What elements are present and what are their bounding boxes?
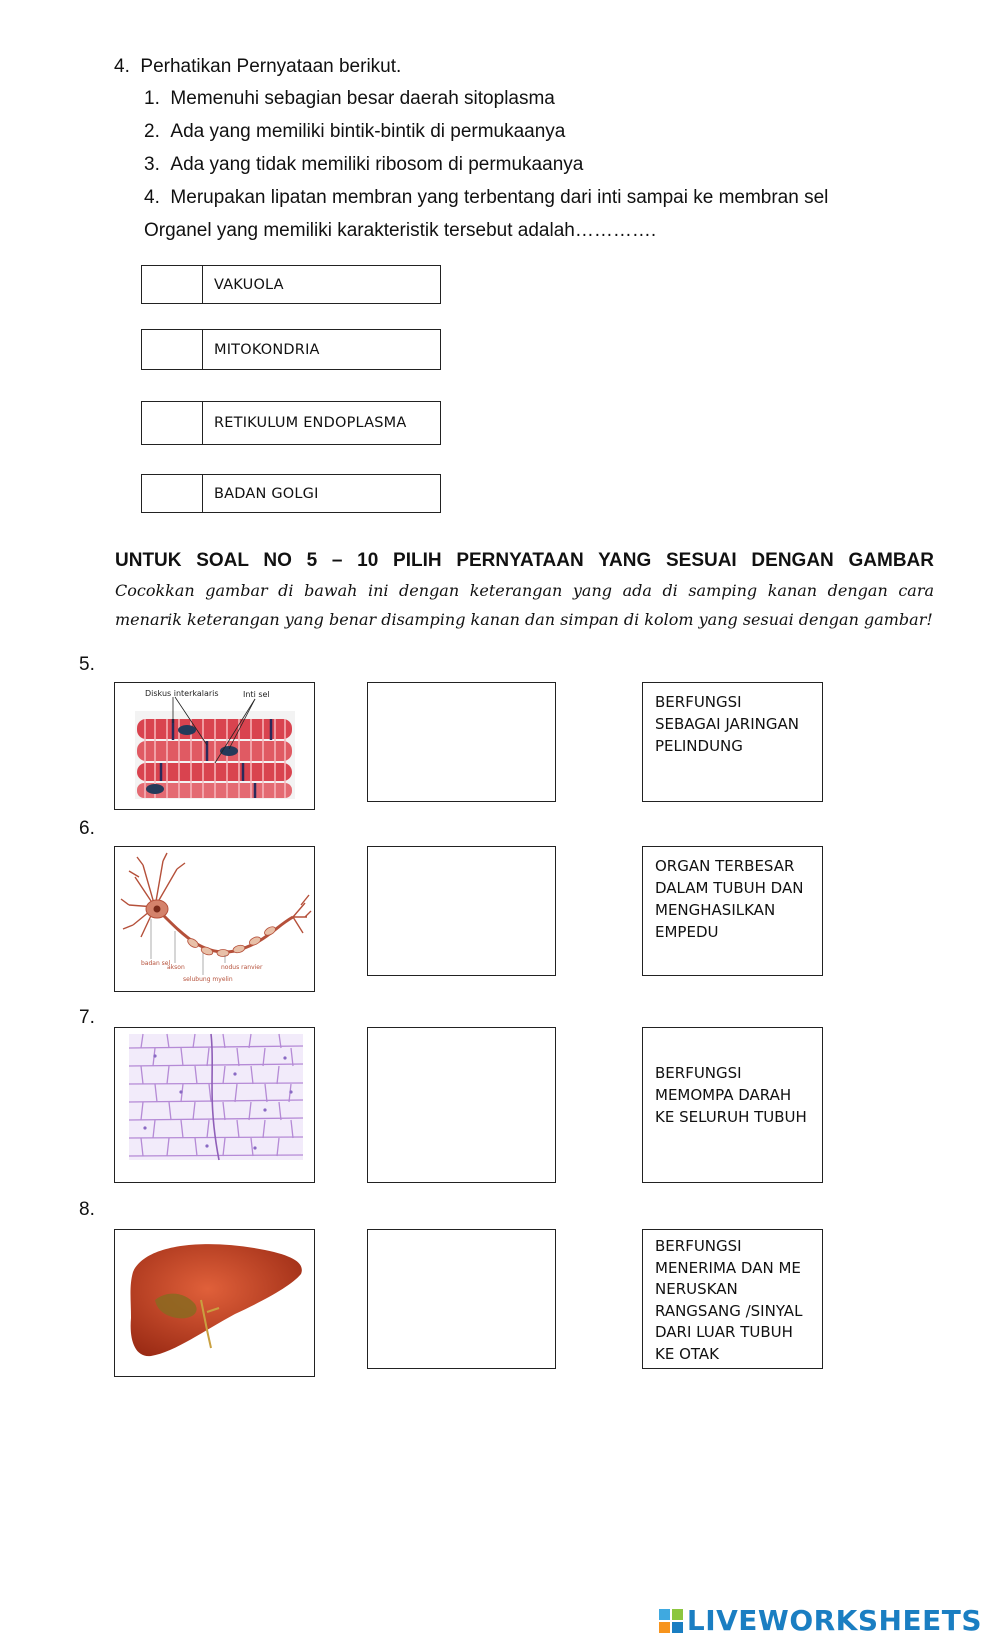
statement-card[interactable]: BERFUNGSI SEBAGAI JARINGAN PELINDUNG: [642, 682, 823, 802]
statement-card[interactable]: ORGAN TERBESAR DALAM TUBUH DAN MENGHASILKAN EMPEDU: [642, 846, 823, 976]
option-checkbox[interactable]: [142, 475, 203, 512]
option-label: RETIKULUM ENDOPLASMA: [214, 415, 407, 431]
answer-drop-zone[interactable]: [367, 1229, 556, 1369]
option-label: VAKUOLA: [214, 276, 284, 293]
liveworksheets-logo: [659, 1604, 982, 1637]
option-label: MITOKONDRIA: [214, 341, 320, 358]
statement-2: 2. Ada yang memiliki bintik-bintik di permukaanya: [144, 121, 566, 142]
plant-tissue-image: [114, 1027, 315, 1183]
item-number: 7.: [79, 1007, 95, 1028]
statement-4: 4. Merupakan lipatan membran yang terbentang dari inti sampai ke membran sel: [144, 187, 829, 208]
neuron-illustration: [115, 847, 313, 990]
question-4-question: Organel yang memiliki karakteristik tersebut adalah………….: [144, 220, 657, 241]
item-number: 5.: [79, 654, 95, 675]
option-checkbox[interactable]: [142, 266, 203, 303]
option-vakuola[interactable]: [141, 265, 441, 304]
section-title: UNTUK SOAL NO 5 – 10 PILIH PERNYATAAN YANG SESUAI DENGAN GAMBAR: [115, 550, 934, 571]
option-checkbox[interactable]: [142, 330, 203, 369]
option-badan-golgi[interactable]: [141, 474, 441, 513]
label-badan-sel: badan sel: [141, 960, 171, 967]
statement-3: 3. Ada yang tidak memiliki ribosom di permukaanya: [144, 154, 584, 175]
item-number: 6.: [79, 818, 95, 839]
plant-tissue-illustration: [115, 1028, 313, 1181]
answer-drop-zone[interactable]: [367, 846, 556, 976]
statement-card[interactable]: BERFUNGSI MENERIMA DAN ME NERUSKAN RANGSANG /SINYAL DARI LUAR TUBUH KE OTAK: [642, 1229, 823, 1369]
answer-drop-zone[interactable]: [367, 1027, 556, 1183]
liver-illustration: [115, 1230, 313, 1375]
label-inti-sel: Inti sel: [243, 690, 270, 699]
question-4-prompt: 4. Perhatikan Pernyataan berikut.: [114, 56, 402, 77]
section-instruction: Cocokkan gambar di bawah ini dengan keterangan yang ada di samping kanan dengan cara menarik keterangan yang benar disamping kanan dan simpan di kolom yang sesuai dengan gambar!: [115, 581, 934, 629]
label-nodus-ranvier: nodus ranvier: [221, 964, 263, 971]
answer-drop-zone[interactable]: [367, 682, 556, 802]
label-selubung-myelin: selubung myelin: [183, 976, 233, 983]
logo-text: LIVEWORKSHEETS: [686, 1604, 982, 1637]
liver-image: [114, 1229, 315, 1377]
label-diskus: Diskus interkalaris: [145, 689, 219, 698]
logo-grid-icon: [659, 1609, 683, 1633]
item-number: 8.: [79, 1199, 95, 1220]
neuron-image: [114, 846, 315, 992]
cardiac-muscle-illustration: [115, 683, 313, 808]
option-retikulum-endoplasma[interactable]: [141, 401, 441, 445]
cardiac-muscle-image: [114, 682, 315, 810]
option-checkbox[interactable]: [142, 402, 203, 444]
option-label: BADAN GOLGI: [214, 485, 319, 502]
label-akson: akson: [167, 964, 185, 971]
option-mitokondria[interactable]: [141, 329, 441, 370]
statement-1: 1. Memenuhi sebagian besar daerah sitoplasma: [144, 88, 555, 109]
statement-card[interactable]: BERFUNGSI MEMOMPA DARAH KE SELURUH TUBUH: [642, 1027, 823, 1183]
